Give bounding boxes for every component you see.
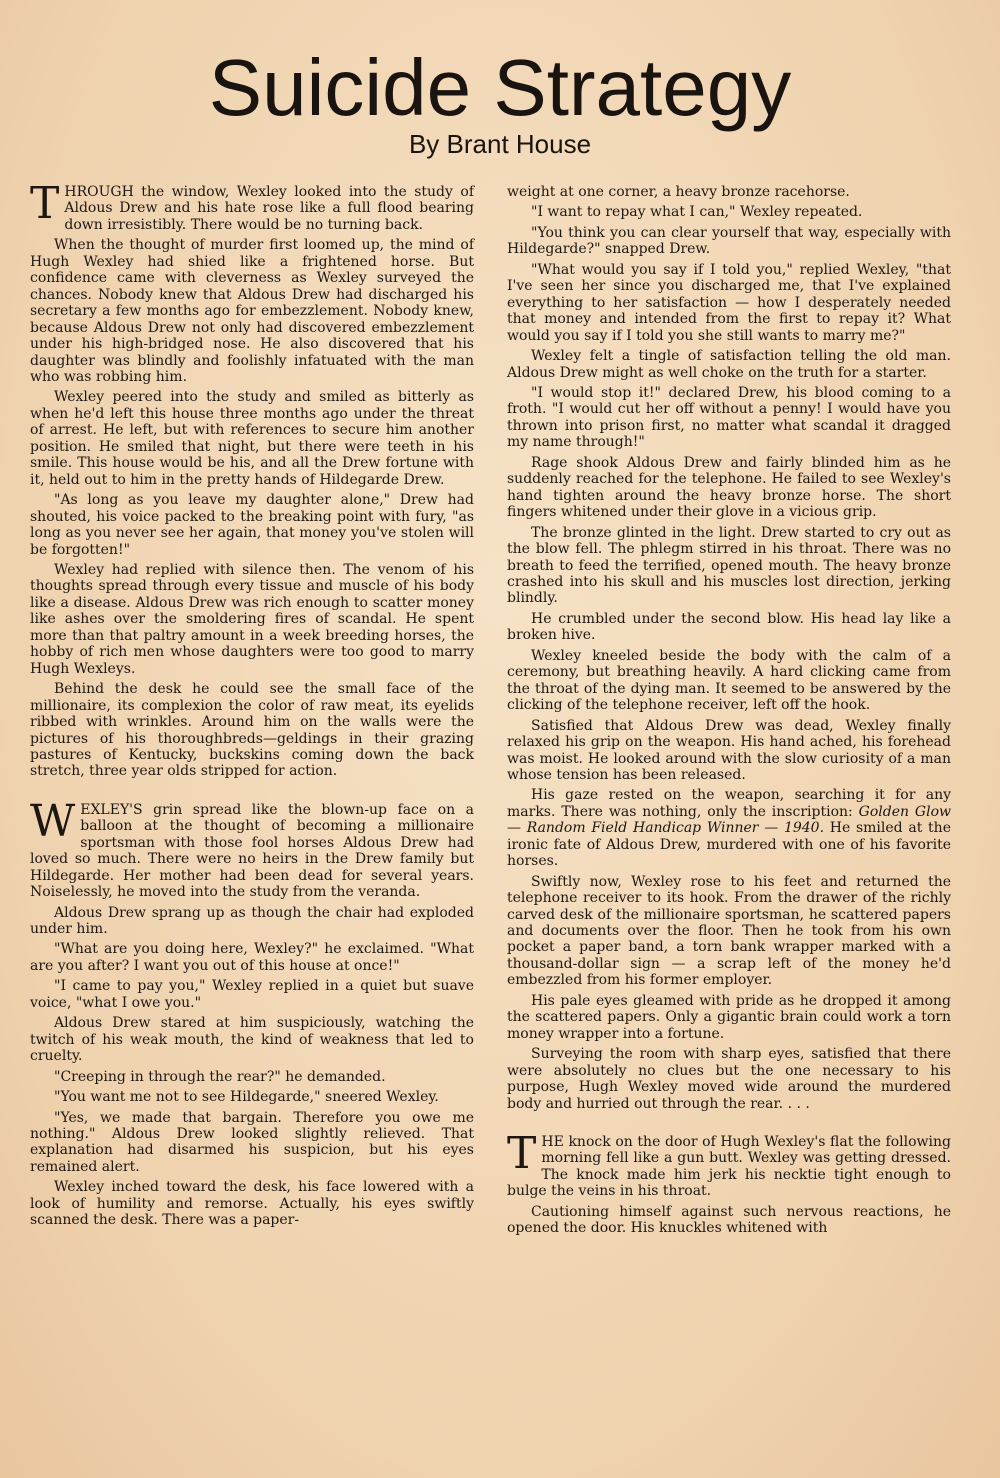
paragraph: When the thought of murder first loomed up, the mind of Hugh Wexley had shied like a frightened horse. But confidence came with cleverness as Wexley surveyed the chances. Nobody knew that Aldous Drew had discharged his secretary a few months ago for embezzlement. Nobody knew, because Aldous Drew not only had discovered embezzlement under his high-bridged nose. He also discovered that his daughter was blindly and foolishly infatuated with the man who was robbing him.	[30, 237, 474, 385]
right-column	[507, 184, 951, 1241]
paragraph: He crumbled under the second blow. His head lay like a broken hive.	[507, 610, 951, 644]
paragraph: Aldous Drew stared at him suspiciously, watching the twitch of his weak mouth, the kind of weakness that led to cruelty.	[30, 1015, 474, 1065]
story-title: Suicide Strategy	[208, 43, 792, 132]
paragraph: Surveying the room with sharp eyes, satisfied that there were absolutely no clues but the one necessary to his purpose, Hugh Wexley moved wide around the murdered body and hurried out through the rear. . . .	[507, 1046, 951, 1112]
drop-cap: T	[507, 1128, 537, 1180]
paragraph-text: knock on the door of Hugh Wexley's flat the following morning fell like a gun butt. Wexley was getting dressed. The knock made him jerk his necktie tight enough to bulge the veins in his throat.	[507, 1134, 951, 1200]
paragraph: Rage shook Aldous Drew and fairly blinded him as he suddenly reached for the telephone. He failed to see Wexley's hand tighten around the heavy bronze horse. The short fingers whitened under their glove in a vicious grip.	[507, 454, 951, 521]
lead-word: HE	[541, 1134, 564, 1151]
paragraph: "You want me not to see Hildegarde," sneered Wexley.	[54, 1089, 439, 1106]
paragraph: Swiftly now, Wexley rose to his feet and returned the telephone receiver to its hook. From the drawer of the richly carved desk of the millionaire sportsman, he scattered papers and documents over the floor. Then he took from his own pocket a paper band, a torn bank wrapper marked with a thousand-dollar sign — a scrap left of the money he'd embezzled from his former employer.	[507, 873, 951, 989]
drop-cap: W	[30, 795, 76, 847]
paragraph: Satisfied that Aldous Drew was dead, Wexley finally relaxed his grip on the weapon. His hand ached, his forehead was moist. He looked around with the slow curiosity of a man whose tension has been released.	[507, 717, 951, 783]
paragraph	[30, 795, 474, 901]
paragraph: Behind the desk he could see the small face of the millionaire, its complexion the color of raw meat, its eyelids ribbed with wrinkles. Around him on the walls were the pictures of his thoroughbreds—geldings in their grazing pastures of Kentucky, buckskins coming down the back stretch, three year olds stripped for action.	[30, 681, 474, 780]
paragraph: "As long as you leave my daughter alone," Drew had shouted, his voice packed to the breaking point with fury, "as long as you never see her again, that money you've stolen will be forgotten!"	[30, 492, 474, 558]
paragraph: Wexley had replied with silence then. The venom of his thoughts spread through every tissue and muscle of his body like a disease. Aldous Drew was rich enough to scatter money like ashes over the smoldering fires of scandal. He spent more than that paltry amount in a week breeding horses, the hobby of rich men whose daughters were too good to marry Hugh Wexleys.	[30, 561, 474, 677]
paragraph-text: He smiled at the ironic fate of Aldous Drew, murdered with one of his favorite horses.	[507, 820, 951, 870]
paragraph: "I would stop it!" declared Drew, his blood coming to a froth. "I would cut her off without a penny! I would have you thrown into prison first, no matter what scandal it dragged my name through!"	[507, 384, 951, 451]
paragraph: Wexley kneeled beside the body with the calm of a ceremony, but breathing heavily. A hard clicking came from the throat of the dying man. It seemed to be answered by the clicking of the telephone receiver, left off the hook.	[507, 647, 951, 714]
inscription-text: Golden Glow — Random Field Handicap Winner — 1940.	[507, 803, 951, 837]
paragraph: weight at one corner, a heavy bronze racehorse.	[507, 184, 850, 200]
paragraph-text: His gaze rested on the weapon, searching it for any marks. There was nothing, only the inscription:	[507, 787, 951, 820]
paragraph-text: the window, Wexley looked into the study of Aldous Drew and his hate rose like a full flood bearing down irresistibly. There would be no turning back.	[64, 184, 474, 233]
paragraph: His pale eyes gleamed with pride as he dropped it among the scattered papers. Only a gigantic brain could work a torn money wrapper into a fortune.	[507, 992, 951, 1042]
paragraph: "I want to repay what I can," Wexley repeated.	[531, 204, 863, 221]
paragraph: Cautioning himself against such nervous reactions, he opened the door. His knuckles whitened with	[507, 1203, 951, 1237]
lead-word: HROUGH	[64, 184, 134, 200]
paragraph: "Creeping in through the rear?" he demanded.	[54, 1068, 386, 1085]
paragraph: "Yes, we made that bargain. Therefore you owe me nothing." Aldous Drew looked slightly relieved. That explanation had disarmed his suspicion, but his eyes remained alert.	[30, 1109, 474, 1175]
paragraph-text: grin spread like the blown-up face on a balloon at the thought of becoming a millionaire sportsman with those fool horses Aldous Drew had loved so much. There were no heirs in the Drew family but Hildegarde. Her mother had been dead for several years. Noiselessly, he moved into the study from the veranda.	[30, 801, 474, 901]
story-byline: By Brant House	[408, 129, 592, 159]
paragraph: "I came to pay you," Wexley replied in a quiet but suave voice, "what I owe you."	[30, 978, 474, 1011]
paragraph: Wexley inched toward the desk, his face lowered with a look of humility and remorse. Actually, his eyes swiftly scanned the desk. There was a paper-	[30, 1179, 474, 1229]
left-column	[30, 178, 474, 1233]
paragraph: The bronze glinted in the light. Drew started to cry out as the blow fell. The phlegm stirred in his throat. There was no breath to feed the terrified, opened mouth. The heavy bronze crashed into his skull and his muscles lost direction, jerking blindly.	[507, 524, 951, 607]
paragraph: "You think you can clear yourself that way, especially with Hildegarde?" snapped Drew.	[507, 224, 951, 258]
paragraph: Aldous Drew sprang up as though the chair had exploded under him.	[30, 904, 474, 938]
lead-word: EXLEY'S	[80, 801, 143, 818]
paragraph: "What are you doing here, Wexley?" he exclaimed. "What are you after? I want you out of this house at once!"	[30, 941, 474, 974]
drop-cap: T	[30, 178, 60, 229]
paragraph: "What would you say if I told you," replied Wexley, "that I've seen her since you discharged me, that I've explained everything to her satisfaction — how I desperately needed that money and intended from the first to repay it? What would you say if I told you she still wants to marry me?"	[507, 261, 951, 344]
paragraph	[507, 1128, 951, 1200]
paragraph: Wexley felt a tingle of satisfaction telling the old man. Aldous Drew might as well choke on the truth for a starter.	[507, 348, 951, 381]
paragraph	[507, 787, 951, 869]
paragraph	[30, 178, 474, 233]
paragraph: Wexley peered into the study and smiled as bitterly as when he'd left this house three months ago under the threat of arrest. He left, but with references to secure him another position. He smiled that night, but there were teeth in his smile. This house would be his, and all the Drew fortune with it, held out to him in the pretty hands of Hildegarde Drew.	[30, 389, 474, 488]
